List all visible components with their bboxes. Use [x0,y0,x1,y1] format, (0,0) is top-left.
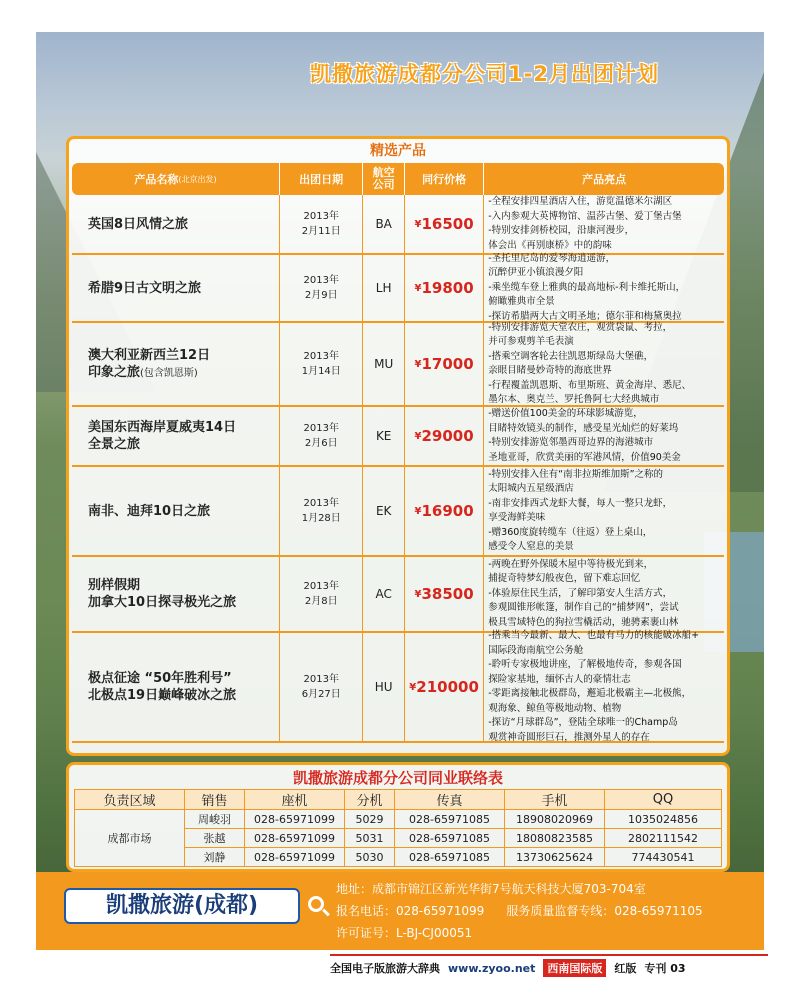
highlight-line: -赠360度旋转缆车（往返）登上桌山， [488,526,653,538]
phone-number: 028-65971099 [245,810,345,829]
highlight-line: 亲眼目睹曼妙奇特的海底世界 [488,365,612,376]
price: ¥ 17000 [405,323,484,405]
highlight-line: -聆听专家极地讲座，了解极地传奇，参观各国 [488,659,682,670]
highlight-line: 观赏神奇圆形巨石，推测外星人的存在 [488,731,650,743]
highlight-line: -搭乘当今最新、最大、也最有马力的核能破冰船+ [488,630,700,641]
product-highlights [484,467,724,555]
table-row [72,630,724,743]
highlight-line: 目睹特效镜头的制作，感受星光灿烂的好莱坞 [488,422,679,434]
highlight-line: -体验原住民生活，了解印第安人生活方式， [488,587,673,599]
highlight-line: -探访“月球群岛”，登陆全球唯一的Champ岛 [488,717,678,728]
mobile-number: 13730625624 [505,848,605,867]
col-qq: QQ [605,790,722,810]
highlight-line: -乘坐缆车登上雅典的最高地标-利卡维托斯山， [488,281,686,293]
brand-logo[interactable]: 凯撒旅游(成都) [64,888,300,924]
edition-label: 红版 [614,962,637,975]
qq-number: 1035024856 [605,810,722,829]
departure-date: 2013年 6月27日 [280,633,363,741]
product-name: 希腊9日古文明之旅 [72,255,280,321]
contact-line [336,902,725,919]
yen-icon: ¥ [414,358,422,370]
issue-label: 专刊 03 [644,962,686,975]
sales-name: 刘静 [185,848,245,867]
table-row [72,195,724,255]
price: ¥ 16900 [405,467,484,555]
yen-icon: ¥ [414,282,422,294]
col-region: 负责区域 [75,790,185,810]
highlight-line: 体会出《再别康桥》中的韵味 [488,239,612,251]
highlight-line: -赠送价值100美金的环球影城游览， [488,408,643,419]
qq-number: 774430541 [605,848,722,867]
highlight-line: 享受海鲜美味 [488,512,546,523]
site-url-link[interactable]: www.zyoo.net [448,961,536,975]
product-name: 英国8日风情之旅 [72,195,280,253]
highlight-line: -探访希腊两大古文明圣地；德尔菲和梅黛奥拉 [488,310,682,322]
table-row [75,810,722,829]
products-table [66,136,730,756]
airline-code: MU [363,323,405,405]
extension: 5031 [345,829,395,848]
fax-number: 028-65971085 [395,810,505,829]
signup-phone: 报名电话：028-65971099 [336,904,485,918]
highlight-line: 墨尔本、奥克兰、罗托鲁阿七大经典城市 [488,394,660,405]
product-name: 美国东西海岸夏威夷14日 全景之旅 [72,407,280,465]
header-airline: 航空公司 [363,163,405,195]
product-highlights [484,557,724,631]
highlight-line: -入内参观大英博物馆、温莎古堡、爱丁堡古堡 [488,210,682,222]
extension: 5030 [345,848,395,867]
price: ¥ 38500 [405,557,484,631]
product-highlights [484,407,724,465]
departure-date: 2013年 2月8日 [280,557,363,631]
highlight-line: -特别安排游览天堂农庄，观赏袋鼠、考拉， [488,321,673,333]
edition-badge: 西南国际版 [543,959,606,977]
highlight-line: -搭乘空调客轮去往凯恩斯绿岛大堡礁， [488,350,654,362]
highlight-line: -特别安排剑桥校园，沿康河漫步， [488,225,635,236]
highlight-line: 探险家基地，缅怀古人的豪情壮志 [488,673,631,685]
table-row [72,323,724,407]
header-name: 产品名称 (北京出发) [72,163,280,195]
header-price: 同行价格 [405,163,484,195]
yen-icon: ¥ [414,218,422,230]
table-row [72,467,724,557]
extension: 5029 [345,810,395,829]
address-text: 地址：成都市锦江区新光华街7号航天科技大厦703-704室 [336,882,646,896]
highlight-line: 沉醉伊亚小镇浪漫夕阳 [488,267,584,279]
product-highlights [484,630,724,743]
phone-number: 028-65971099 [245,829,345,848]
contact-table [74,789,722,867]
header-highlights: 产品亮点 [582,173,627,186]
col-phone: 座机 [245,790,345,810]
phone-number: 028-65971099 [245,848,345,867]
product-name: 南非、迪拜10日之旅 [72,467,280,555]
contact-title: 凯撒旅游成都分公司同业联络表 [292,769,503,787]
publication-bar [330,958,768,978]
products-section-title: 精选产品 [370,143,426,159]
sales-name: 周峻羽 [185,810,245,829]
highlight-line: 极具雪域特色的狗拉雪橇活动，驰骋素裹山林 [488,616,679,628]
airline-code: AC [363,557,405,631]
departure-date: 2013年 2月6日 [280,407,363,465]
product-highlights [484,252,724,322]
qq-number: 2802111542 [605,829,722,848]
price: ¥ 16500 [405,195,484,253]
highlight-line: 捕捉奇特梦幻般夜色，留下难忘回忆 [488,573,641,585]
yen-icon: ¥ [414,505,422,517]
service-hotline: 服务质量监督专线：028-65971105 [506,904,703,918]
footer-bar [36,872,764,950]
search-icon[interactable] [308,896,324,912]
contact-table-box [66,762,730,872]
product-highlights [484,195,724,253]
airline-code: BA [363,195,405,253]
table-row [72,557,724,633]
col-ext: 分机 [345,790,395,810]
highlight-line: 圣地亚哥，欣赏美丽的军港风情，价值90美金 [488,451,681,463]
col-sales: 销售 [185,790,245,810]
publication-name: 全国电子版旅游大辞典 [330,962,440,975]
col-fax: 传真 [395,790,505,810]
divider [330,954,768,956]
highlight-line: -圣托里尼岛的爱琴海逍遥游， [488,252,616,264]
price: ¥ 210000 [405,633,484,741]
table-row [72,252,724,323]
departure-date: 2013年 1月14日 [280,323,363,405]
departure-date: 2013年 2月9日 [280,255,363,321]
products-table-header [72,163,724,195]
highlight-line: -南非安排西式龙虾大餐，每人一整只龙虾， [488,497,673,509]
mobile-number: 18080823585 [505,829,605,848]
yen-icon: ¥ [414,430,422,442]
fax-number: 028-65971085 [395,829,505,848]
license-number: 许可证号：L-BJ-CJ00051 [336,926,473,940]
highlight-line: -行程覆盖凯恩斯、布里斯班、黄金海岸、悉尼、 [488,379,692,391]
sales-name: 张越 [185,829,245,848]
product-name: 极点征途 “50年胜利号” 北极点19日巅峰破冰之旅 [72,633,280,741]
yen-icon: ¥ [414,588,422,600]
highlight-line: 国际段海南航空公务舱 [488,644,584,656]
products-rows [69,195,727,743]
airline-code: LH [363,255,405,321]
table-row [72,407,724,467]
price: ¥ 19800 [405,255,484,321]
price: ¥ 29000 [405,407,484,465]
product-highlights [484,323,724,405]
highlight-line: -特别安排入住有“南非拉斯维加斯”之称的 [488,468,663,480]
highlight-line: 观海象、鲸鱼等极地动物、植物 [488,702,622,714]
region-cell: 成都市场 [75,810,185,867]
highlight-line: -两晚在野外保暖木屋中等待极光到来， [488,558,654,570]
highlight-line: -全程安排四星酒店入住，游览温德米尔湖区 [488,196,673,207]
highlight-line: 参观圆锥形帐篷，制作自己的“捕梦网”，尝试 [488,602,679,614]
departure-date: 2013年 1月28日 [280,467,363,555]
fax-number: 028-65971085 [395,848,505,867]
header-date: 出团日期 [280,163,363,195]
highlight-line: 感受令人窒息的美景 [488,541,574,552]
highlight-line: 并可参观剪羊毛表演 [488,336,574,347]
product-name: 别样假期 加拿大10日探寻极光之旅 [72,557,280,631]
airline-code: KE [363,407,405,465]
highlight-line: -特别安排游览邻墨西哥边界的海港城市 [488,437,654,448]
highlight-line: 俯瞰雅典市全景 [488,296,555,308]
departure-date: 2013年 2月11日 [280,195,363,253]
highlight-line: 太阳城内五星级酒店 [488,483,574,494]
airline-code: EK [363,467,405,555]
airline-code: HU [363,633,405,741]
product-name: 澳大利亚新西兰12日 印象之旅(包含凯恩斯) [72,323,280,405]
page-title: 凯撒旅游成都分公司1-2月出团计划 [310,62,659,86]
highlight-line: -零距离接触北极群岛，邂逅北极霸主—北极熊， [488,688,692,699]
yen-icon: ¥ [409,681,417,693]
col-mobile: 手机 [505,790,605,810]
contact-header-row [75,790,722,810]
mobile-number: 18908020969 [505,810,605,829]
